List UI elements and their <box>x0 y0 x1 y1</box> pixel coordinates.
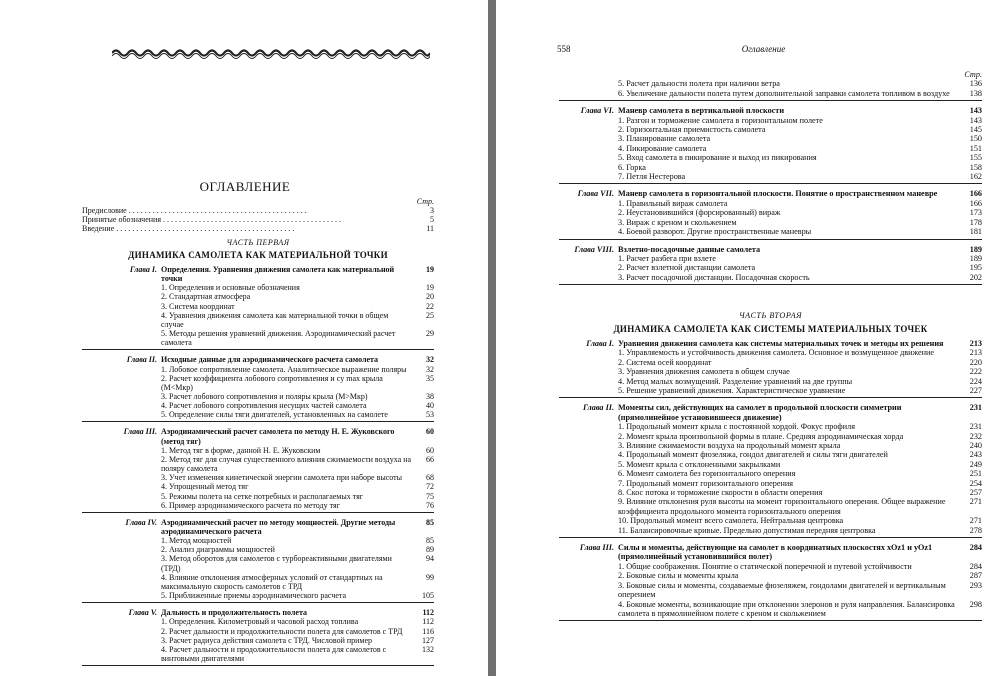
section-item <box>618 516 982 525</box>
entry-text: 4. Боковые моменты, возникающие при отклонении элеронов и руля направления. Балансировка самолета в прямолинейном полете с креном и скольжением <box>618 599 955 618</box>
left-page <box>0 0 488 676</box>
chapter-heading <box>82 427 434 445</box>
section-item <box>618 358 982 367</box>
chapter-page: 213 <box>969 338 982 348</box>
entry-text: 2. Расчет коэффициента лобового сопротивления и cy max крыла (M<Mкр) <box>161 373 383 392</box>
entry-page: 89 <box>426 545 434 555</box>
entry-text: 7. Петля Нестерова <box>618 172 686 182</box>
section-item <box>618 348 982 357</box>
entry-text: 1. Лобовое сопротивление самолета. Аналитическое выражение поляры <box>161 364 407 374</box>
entry-page: 271 <box>969 516 982 526</box>
section-list <box>559 422 982 535</box>
right-page <box>496 0 1000 676</box>
entry-page: 284 <box>969 561 982 571</box>
entry-page: 298 <box>969 599 982 609</box>
section-list <box>82 617 434 663</box>
section-item <box>161 645 434 663</box>
entry-text: 5. Момент крыла с отклоненными закрылками <box>618 459 781 469</box>
entry-text: 4. Метод малых возмущений. Разделение уравнений на две группы <box>618 376 853 386</box>
entry-text: 2. Расчет дальности и продолжительности полета для самолетов с ТРД <box>161 626 403 636</box>
part-label: ЧАСТЬ ПЕРВАЯ <box>226 237 290 247</box>
entry-text: 5. Приближенные приемы аэродинамического расчета <box>161 591 347 601</box>
chapter-page: 85 <box>426 517 434 527</box>
entry-page: 68 <box>426 473 434 483</box>
chapter-block <box>559 339 982 398</box>
entry-text: 6. Момент самолета без горизонтального оперения <box>618 469 796 479</box>
entry-page: 293 <box>969 580 982 590</box>
section-item <box>618 497 982 516</box>
entry-page: 66 <box>426 454 434 464</box>
entry-page: 220 <box>969 357 982 367</box>
divider <box>559 537 982 538</box>
chapter-heading <box>82 265 434 283</box>
entry-page: 75 <box>426 491 434 501</box>
section-item <box>618 125 982 134</box>
right-toc-column <box>559 70 982 621</box>
chapter-title: Взлетно-посадочные данные самолета <box>618 244 761 254</box>
entry-text: 5. Расчет дальности полета при наличии ветра <box>618 79 780 89</box>
chapter-title: Аэродинамический расчет самолета по методу Н. Е. Жуковского (метод тяг) <box>161 427 395 446</box>
divider <box>82 349 434 350</box>
entry-text: 1. Продольный момент крыла с постоянной хордой. Фокус профиля <box>618 422 855 432</box>
entry-page: 254 <box>969 478 982 488</box>
entry-page: 232 <box>969 431 982 441</box>
chapter-title: Аэродинамический расчет по методу мощностей. Другие методы аэродинамического расчета <box>161 517 396 536</box>
divider <box>559 284 982 285</box>
section-list <box>559 562 982 618</box>
entry-text: Предисловие . . . <box>82 206 412 215</box>
entry-text: 1. Определения и основные обозначения <box>161 283 300 293</box>
chapter-label: Глава VIII. <box>574 244 614 254</box>
entry-page: 231 <box>969 422 982 432</box>
entry-text: 8. Скос потока и торможение скорости в области оперения <box>618 488 823 498</box>
section-item <box>618 432 982 441</box>
entry-text: 1. Расчет разбега при взлете <box>618 253 716 263</box>
chapter-page: 112 <box>422 608 434 618</box>
chapter-block <box>559 106 982 184</box>
section-item <box>161 329 434 347</box>
chapter-title: Уравнения движения самолета как системы материальных точек и методы их решения <box>618 338 944 348</box>
entry-page: 166 <box>969 198 982 208</box>
entry-text: 3. Боковые силы и моменты, создаваемые фюзеляжем, гондолами двигателей и вертикальным оперением <box>618 580 946 600</box>
entry-page: 116 <box>422 626 434 636</box>
entry-page: 138 <box>969 88 982 98</box>
part-title: ДИНАМИКА САМОЛЕТА КАК МАТЕРИАЛЬНОЙ ТОЧКИ <box>128 249 388 260</box>
entry-text: 5. Режимы полета на сетке потребных и располагаемых тяг <box>161 491 364 501</box>
entry-text: 5. Вход самолета в пикирование и выход из пикирования <box>618 153 817 163</box>
section-item <box>161 492 434 501</box>
entry-page: 271 <box>969 497 982 507</box>
section-list <box>82 283 434 347</box>
entry-text: 4. Расчет дальности и продолжительности полета для самолетов с винтовыми двигателями <box>161 644 387 664</box>
running-head-title: Оглавление <box>741 44 786 54</box>
chapter-title: Маневр самолета в вертикальной плоскости <box>618 106 785 116</box>
section-item <box>618 153 982 162</box>
section-item <box>161 482 434 491</box>
chapter-page: 166 <box>969 189 982 199</box>
front-matter-list <box>82 206 434 233</box>
entry-text: 1. Управляемость и устойчивость движения самолета. Основное и возмущенное движение <box>618 348 935 358</box>
entry-text: 5. Решение уравнений движения. Характеристическое уравнение <box>618 385 846 395</box>
chapter-list <box>559 106 982 285</box>
entry-page: 85 <box>426 536 434 546</box>
chapter-title: Дальность и продолжительность полета <box>161 608 307 618</box>
entry-text: 2. Неустановившийся (форсированный) вираж <box>618 208 781 218</box>
section-item <box>161 446 434 455</box>
front-matter-item <box>82 224 434 233</box>
entry-page: 213 <box>969 348 982 358</box>
divider <box>82 512 434 513</box>
page-column-label: Стр. <box>416 197 434 206</box>
chapter-label: Глава II. <box>126 355 157 365</box>
chapter-title: Силы и моменты, действующие на самолет в координатных плоскостях xOz1 и yOz1 (прямолинейный установившийся полет) <box>618 543 933 562</box>
entry-text: 2. Боковые силы и моменты крыла <box>618 571 739 581</box>
decorative-wave-border <box>112 47 430 59</box>
section-item <box>618 254 982 263</box>
entry-page: 35 <box>426 373 434 383</box>
section-item <box>161 617 434 626</box>
chapter-block <box>559 403 982 538</box>
chapter-block <box>82 355 434 422</box>
entry-text: 5. Методы решения уравнений движения. Аэродинамический расчет самолета <box>161 329 396 348</box>
entry-text: 4. Уравнения движения самолета как материальной точки в общем случае <box>161 310 389 329</box>
section-item <box>618 79 982 88</box>
chapter-page: 231 <box>969 403 982 413</box>
section-item <box>618 273 982 282</box>
entry-text: 2. Момент крыла произвольной формы в плане. Средняя аэродинамическая хорда <box>618 431 904 441</box>
entry-page: 155 <box>969 153 982 163</box>
section-item <box>161 591 434 600</box>
chapter-heading <box>559 403 982 422</box>
chapter-heading <box>559 245 982 254</box>
entry-page: 127 <box>422 635 434 645</box>
chapter-title: Маневр самолета в горизонтальной плоскости. Понятие о пространственном маневре <box>618 189 938 199</box>
entry-page: 222 <box>969 367 982 377</box>
section-item <box>161 536 434 545</box>
entry-page: 136 <box>969 79 982 89</box>
entry-page: 3 <box>430 206 434 216</box>
chapter-heading <box>559 106 982 115</box>
chapter-block <box>82 427 434 512</box>
entry-page: 72 <box>426 482 434 492</box>
part-title: ДИНАМИКА САМОЛЕТА КАК СИСТЕМЫ МАТЕРИАЛЬНЫХ ТОЧЕК <box>613 323 928 334</box>
entry-text: 4. Упрощенный метод тяг <box>161 482 249 492</box>
entry-text: 3. Расчет радиуса действия самолета с ТРД. Числовой пример <box>161 635 373 645</box>
chapter-title: Моменты сил, действующих на самолет в продольной плоскости симметрии (прямолинейное установившееся движение) <box>618 403 902 422</box>
entry-page: 189 <box>969 253 982 263</box>
section-item <box>161 401 434 410</box>
section-item <box>161 455 434 473</box>
entry-page: 150 <box>969 134 982 144</box>
entry-page: 25 <box>426 310 434 320</box>
chapter-label: Глава I. <box>129 264 157 274</box>
chapter-block <box>559 543 982 621</box>
entry-page: 29 <box>426 329 434 339</box>
entry-text: 3. Метод оборотов для самолетов с турбореактивными двигателями (ТРД) <box>161 554 392 573</box>
entry-page: 257 <box>969 488 982 498</box>
chapter-heading <box>82 355 434 364</box>
section-item <box>161 311 434 329</box>
entry-text: 4. Продольный момент фюзеляжа, гондол двигателей и силы тяги двигателей <box>618 450 888 460</box>
entry-page: 5 <box>430 215 434 225</box>
section-item <box>161 627 434 636</box>
part-label: ЧАСТЬ ВТОРАЯ <box>739 311 802 321</box>
section-item <box>618 89 982 98</box>
entry-page: 94 <box>426 554 434 564</box>
entry-text: 3. Система координат <box>161 301 235 311</box>
entry-text: 5. Определение силы тяги двигателей, установленных на самолете <box>161 410 388 420</box>
section-item <box>618 488 982 497</box>
section-item <box>161 292 434 301</box>
front-matter-item <box>82 206 434 215</box>
entry-page: 143 <box>969 115 982 125</box>
divider <box>82 602 434 603</box>
chapter-heading <box>82 518 434 536</box>
section-item <box>161 573 434 591</box>
entry-text: 7. Продольный момент горизонтального оперения <box>618 478 793 488</box>
entry-text: 2. Горизонтальная приемистость самолета <box>618 125 766 135</box>
chapter-label: Глава VI. <box>580 106 614 116</box>
section-item <box>618 116 982 125</box>
entry-text: 4. Влияние отклонения атмосферных условий от стандартных на максимальную скорость самолетов с ТРД <box>161 572 383 591</box>
section-item <box>161 283 434 292</box>
entry-text: 2. Анализ диаграммы мощностей <box>161 545 275 555</box>
section-item <box>161 374 434 392</box>
entry-text: 3. Планирование самолета <box>618 134 711 144</box>
section-item <box>161 554 434 572</box>
chapter-title: Исходные данные для аэродинамического расчета самолета <box>161 355 379 365</box>
entry-page: 40 <box>426 401 434 411</box>
section-item <box>618 479 982 488</box>
entry-text: 2. Стандартная атмосфера <box>161 292 251 302</box>
chapter-block <box>82 265 434 350</box>
entry-text: 2. Система осей координат <box>618 357 712 367</box>
entry-text: 3. Влияние сжимаемости воздуха на продольный момент крыла <box>618 441 841 450</box>
divider <box>82 665 434 666</box>
chapter-label: Глава V. <box>128 608 157 618</box>
section-item <box>618 199 982 208</box>
entry-text: 4. Расчет лобового сопротивления несущих частей самолета <box>161 401 367 411</box>
entry-page: 132 <box>422 644 434 654</box>
entry-page: 151 <box>969 143 982 153</box>
entry-text: 3. Учет изменения кинетической энергии самолета при наборе высоты <box>161 473 403 483</box>
entry-text: 6. Пример аэродинамического расчета по методу тяг <box>161 500 340 510</box>
section-list <box>82 446 434 510</box>
left-toc-column <box>82 197 434 666</box>
entry-page: 38 <box>426 391 434 401</box>
chapter-block <box>82 608 434 666</box>
section-item <box>618 377 982 386</box>
chapter-label: Глава III. <box>123 427 157 437</box>
section-item <box>618 469 982 478</box>
entry-text: Принятые обозначения . . . <box>82 215 412 224</box>
entry-text: Введение . . . <box>82 224 412 233</box>
entry-page: 224 <box>969 376 982 386</box>
entry-text: 3. Расчет лобового сопротивления и поляры крыла (M>Mкр) <box>161 391 368 401</box>
section-item <box>618 218 982 227</box>
section-item <box>618 441 982 450</box>
chapter-page: 189 <box>969 244 982 254</box>
entry-page: 251 <box>969 469 982 479</box>
section-item <box>161 392 434 401</box>
section-list <box>559 116 982 182</box>
section-item <box>618 208 982 217</box>
entry-page: 249 <box>969 459 982 469</box>
chapter-list <box>559 339 982 621</box>
section-item <box>161 636 434 645</box>
section-item <box>618 386 982 395</box>
entry-page: 178 <box>969 217 982 227</box>
entry-page: 112 <box>422 617 434 627</box>
chapter-title: Определения. Уравнения движения самолета как материальной точки <box>161 264 395 284</box>
section-item <box>161 302 434 311</box>
entry-text: 2. Расчет взлетной дистанции самолета <box>618 263 756 273</box>
entry-text: 3. Расчет посадочной дистанции. Посадочная скорость <box>618 272 810 282</box>
entry-page: 105 <box>422 591 434 601</box>
divider <box>559 620 982 621</box>
section-list <box>82 365 434 420</box>
section-item <box>618 227 982 236</box>
divider <box>559 100 982 101</box>
toc-title: ОГЛАВЛЕНИЕ <box>199 179 291 194</box>
section-item <box>618 263 982 272</box>
section-item <box>161 410 434 419</box>
page-column-label: Стр. <box>964 70 982 79</box>
entry-page: 181 <box>969 227 982 237</box>
entry-text: 1. Метод мощностей <box>161 536 232 546</box>
section-item <box>618 144 982 153</box>
entry-text: 1. Разгон и торможение самолета в горизонтальном полете <box>618 115 823 125</box>
section-list <box>559 199 982 237</box>
chapter-page: 32 <box>426 355 434 365</box>
entry-text: 1. Метод тяг в форме, данной Н. Е. Жуковским <box>161 445 321 455</box>
chapter-block <box>82 518 434 603</box>
chapter-heading <box>82 608 434 617</box>
section-item <box>618 460 982 469</box>
entry-text: 4. Боевой разворот. Другие пространственные маневры <box>618 227 812 237</box>
chapter-block <box>559 189 982 239</box>
running-header <box>557 44 970 54</box>
section-item <box>618 600 982 619</box>
entry-page: 278 <box>969 525 982 535</box>
entry-page: 162 <box>969 172 982 182</box>
entry-page: 20 <box>426 292 434 302</box>
entry-text: 3. Вираж с креном и скольжением <box>618 217 737 227</box>
section-item <box>161 545 434 554</box>
entry-page: 195 <box>969 263 982 273</box>
section-item <box>618 163 982 172</box>
entry-page: 19 <box>426 283 434 293</box>
entry-page: 243 <box>969 450 982 460</box>
chapter-list <box>82 265 434 666</box>
section-item <box>618 367 982 376</box>
entry-text: 4. Пикирование самолета <box>618 143 707 153</box>
entry-text: 10. Продольный момент всего самолета. Нейтральная центровка <box>618 516 844 526</box>
chapter-page: 60 <box>426 427 434 437</box>
section-list <box>82 536 434 600</box>
entry-text: 3. Уравнения движения самолета в общем случае <box>618 367 790 377</box>
section-list <box>559 79 982 98</box>
entry-text: 11. Балансировочные кривые. Предельно допустимая передняя центровка <box>618 525 876 535</box>
page-number: 558 <box>557 44 571 54</box>
chapter-label: Глава IV. <box>125 517 157 527</box>
divider <box>82 421 434 422</box>
chapter-label: Глава I. <box>586 338 614 348</box>
chapter-heading <box>559 339 982 348</box>
section-item <box>618 422 982 431</box>
continued-items <box>559 79 982 101</box>
chapter-page: 19 <box>426 264 434 274</box>
entry-text: 6. Горка <box>618 162 646 172</box>
chapter-heading <box>559 189 982 198</box>
section-item <box>161 473 434 482</box>
entry-text: 6. Увеличение дальности полета путем дополнительной заправки самолета топливом в воздухе <box>618 88 950 98</box>
section-list <box>559 348 982 395</box>
section-item <box>618 526 982 535</box>
entry-page: 76 <box>426 500 434 510</box>
divider <box>559 239 982 240</box>
entry-page: 60 <box>426 445 434 455</box>
chapter-label: Глава III. <box>579 543 614 553</box>
chapter-block <box>559 245 982 286</box>
section-item <box>618 172 982 181</box>
divider <box>559 397 982 398</box>
section-item <box>618 450 982 459</box>
section-item <box>161 501 434 510</box>
entry-page: 227 <box>969 385 982 395</box>
chapter-page: 284 <box>969 543 982 553</box>
entry-text: 9. Влияние отклонения руля высоты на момент горизонтального оперения. Общее выражение коэффициента продольного момента горизонтального оперения <box>618 497 946 516</box>
chapter-label: Глава II. <box>583 403 614 413</box>
entry-page: 158 <box>969 162 982 172</box>
entry-page: 202 <box>969 272 982 282</box>
chapter-page: 143 <box>969 106 982 116</box>
entry-page: 53 <box>426 410 434 420</box>
entry-text: 1. Правильный вираж самолета <box>618 198 728 208</box>
entry-page: 11 <box>426 224 434 234</box>
entry-page: 240 <box>969 441 982 450</box>
entry-text: 2. Метод тяг для случая существенного влияния сжимаемости воздуха на поляру самолета <box>161 454 412 474</box>
front-matter-item <box>82 215 434 224</box>
section-list <box>559 254 982 282</box>
entry-page: 99 <box>426 572 434 582</box>
section-item <box>618 134 982 143</box>
section-item <box>618 562 982 571</box>
chapter-heading <box>559 543 982 562</box>
entry-page: 287 <box>969 571 982 581</box>
divider <box>559 183 982 184</box>
entry-page: 173 <box>969 208 982 218</box>
entry-text: 1. Определения. Километровый и часовой расход топлива <box>161 617 359 627</box>
section-item <box>618 571 982 580</box>
entry-page: 22 <box>426 301 434 311</box>
entry-page: 145 <box>969 125 982 135</box>
chapter-label: Глава VII. <box>577 189 614 199</box>
entry-text: 1. Общие соображения. Понятие о статической поперечной и путевой устойчивости <box>618 561 912 571</box>
entry-page: 32 <box>426 364 434 374</box>
section-item <box>161 365 434 374</box>
section-item <box>618 581 982 600</box>
